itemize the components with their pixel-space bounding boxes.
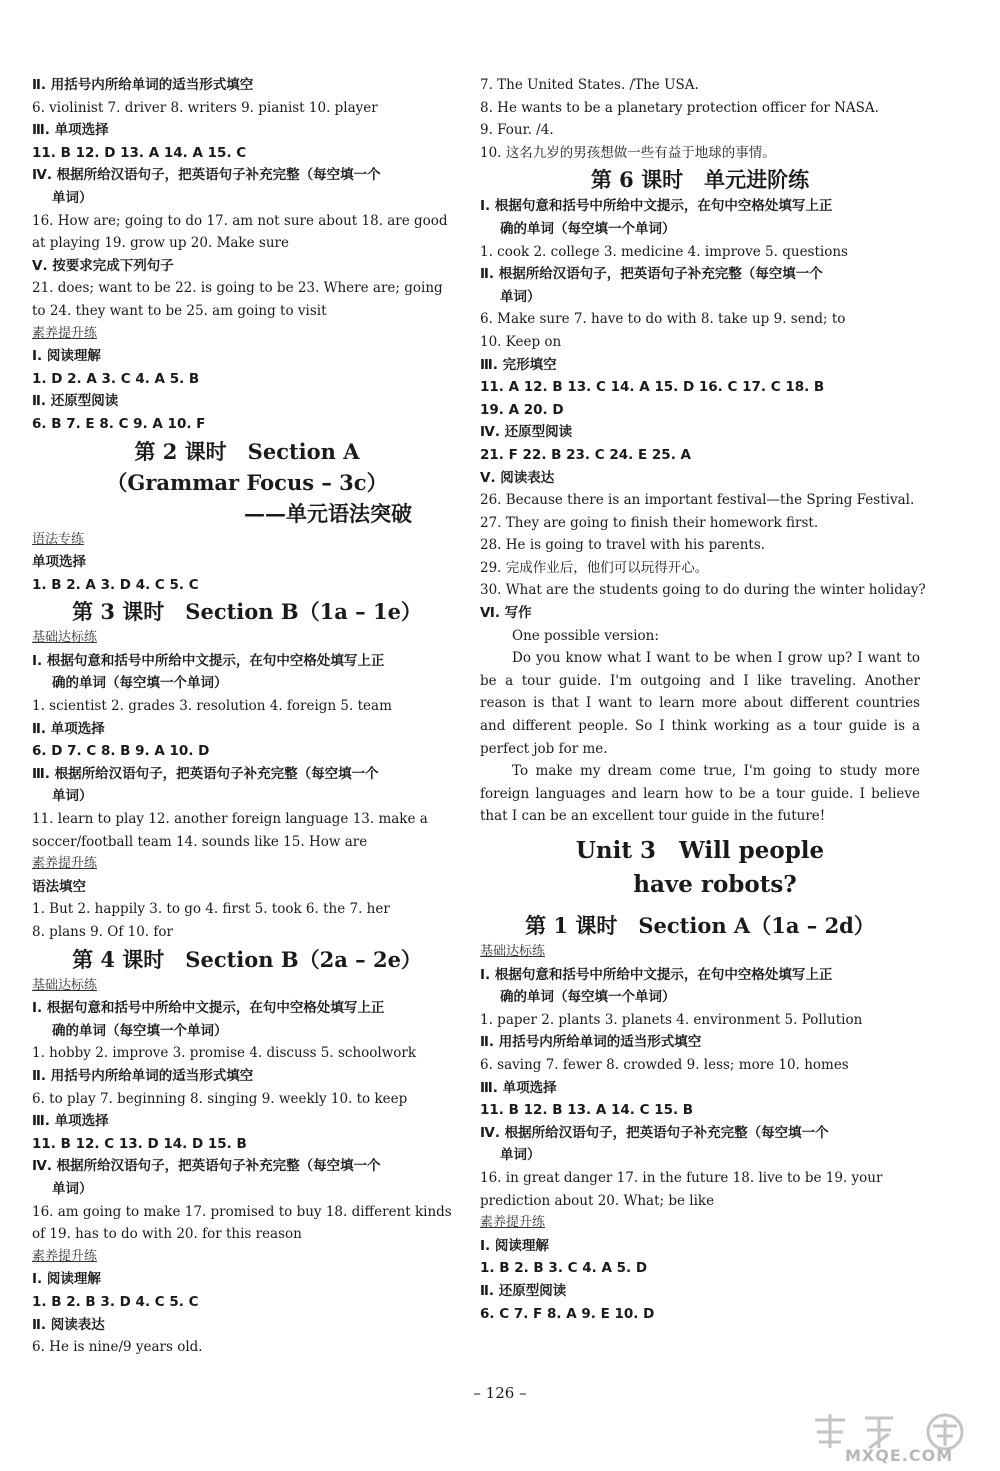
heading-3: Ⅲ. 单项选择: [32, 1113, 109, 1130]
heading-3-cont: 单词）: [52, 788, 93, 805]
heading-1: Ⅰ. 阅读理解: [32, 348, 101, 365]
answers: 1. D 2. A 3. C 4. A 5. B: [32, 370, 200, 387]
answers: 21. F 22. B 23. C 24. E 25. A: [480, 446, 691, 463]
answers: 6. to play 7. beginning 8. singing 9. weekly 10. to keep: [32, 1090, 408, 1107]
right-column: [480, 74, 926, 1325]
answers: of 19. has to do with 20. for this reason: [32, 1226, 302, 1243]
answers: 11. B 12. D 13. A 14. A 15. C: [32, 144, 247, 161]
heading-4-cont: 单词）: [52, 189, 93, 206]
answers: 6. D 7. C 8. B 9. A 10. D: [32, 743, 210, 760]
heading-3: Ⅲ. 完形填空: [480, 356, 557, 373]
answers: 29. 完成作业后，他们可以玩得开心。: [480, 559, 709, 576]
answers: 11. learn to play 12. another foreign language 13. make a: [32, 811, 428, 828]
answers: 1. B 2. B 3. C 4. A 5. D: [480, 1260, 648, 1277]
heading: 语法填空: [32, 878, 86, 895]
heading-2: Ⅱ. 用括号内所给单词的适当形式填空: [480, 1034, 702, 1051]
heading-1-cont: 确的单词（每空填一个单词）: [52, 1022, 228, 1039]
heading-1-cont: 确的单词（每空填一个单词）: [500, 989, 676, 1006]
answers: 1. scientist 2. grades 3. resolution 4. foreign 5. team: [32, 698, 392, 715]
answers: 6. Make sure 7. have to do with 8. take up 9. send; to: [480, 311, 846, 328]
lesson-subtitle: ——单元语法突破: [244, 500, 412, 526]
watermark: [805, 1412, 995, 1468]
heading-3: Ⅲ. 根据所给汉语句子，把英语句子补充完整（每空填一个: [32, 765, 379, 782]
watermark-text: MXQE.COM: [845, 1446, 954, 1465]
answers: 7. The United States. /The USA.: [480, 77, 699, 93]
heading-2: Ⅱ. 用括号内所给单词的适当形式填空: [32, 77, 254, 93]
answers: 28. He is going to travel with his parents.: [480, 537, 766, 554]
answers: 10. Keep on: [480, 333, 562, 350]
lesson-title: 第 4 课时 Section B（2a – 2e）: [72, 946, 422, 972]
answers: 6. saving 7. fewer 8. crowded 9. less; more 10. homes: [480, 1056, 849, 1073]
lesson-title: 第 6 课时 单元进阶练: [590, 167, 810, 193]
heading-2: Ⅱ. 还原型阅读: [480, 1282, 567, 1299]
answers: to 24. they want to be 25. am going to visit: [32, 302, 327, 319]
answers: 1. cook 2. college 3. medicine 4. improve 5. questions: [480, 243, 848, 260]
heading-3: Ⅲ. 单项选择: [32, 122, 109, 139]
answers: 6. violinist 7. driver 8. writers 9. pianist 10. player: [32, 99, 378, 116]
left-column: [32, 74, 462, 1359]
section-label: 素养提升练: [32, 1248, 98, 1264]
essay-paragraph: Do you know what I want to be when I grow up? I want to be a tour guide. I'm outgoing and I like traveling. Another reason is that I want to learn more about different countries and different people. So I think working as a tour guide is a perfect job for me.: [480, 650, 920, 757]
answers: 8. He wants to be a planetary protection officer for NASA.: [480, 99, 879, 116]
section-label: 基础达标练: [32, 630, 98, 646]
unit-title: have robots?: [633, 871, 797, 898]
answers: 16. am going to make 17. promised to buy 18. different kinds: [32, 1203, 452, 1220]
heading-2: Ⅱ. 单项选择: [32, 720, 105, 737]
answers: prediction about 20. What; be like: [480, 1192, 715, 1209]
heading-1: Ⅰ. 阅读理解: [32, 1271, 101, 1288]
page-number: – 126 –: [473, 1384, 527, 1402]
heading-5: Ⅴ. 阅读表达: [480, 469, 555, 486]
heading-1: Ⅰ. 根据句意和括号中所给中文提示，在句中空格处填写上正: [480, 198, 833, 215]
section-label: 基础达标练: [32, 977, 98, 993]
answers: 6. He is nine/9 years old.: [32, 1339, 203, 1356]
answers: 8. plans 9. Of 10. for: [32, 924, 173, 940]
answers: 6. C 7. F 8. A 9. E 10. D: [480, 1305, 655, 1322]
section-label: 语法专练: [32, 531, 85, 547]
essay-paragraph: To make my dream come true, I'm going to study more foreign languages and learn how to be a tour guide. I believe that I can be an excellent tour guide in the future!: [480, 763, 920, 825]
heading-2: Ⅱ. 还原型阅读: [32, 393, 119, 410]
lesson-subtitle: （Grammar Focus – 3c）: [106, 469, 388, 495]
lesson-title: 第 2 课时 Section A: [134, 438, 360, 464]
answers: 21. does; want to be 22. is going to be 23. Where are; going: [32, 280, 443, 297]
answers: 19. A 20. D: [480, 401, 564, 418]
answers: 1. hobby 2. improve 3. promise 4. discuss 5. schoolwork: [32, 1045, 417, 1062]
heading-4: Ⅳ. 根据所给汉语句子，把英语句子补充完整（每空填一个: [32, 167, 381, 184]
heading-2: Ⅱ. 根据所给汉语句子，把英语句子补充完整（每空填一个: [480, 266, 823, 283]
heading-1-cont: 确的单词（每空填一个单词）: [500, 220, 676, 237]
heading-1-cont: 确的单词（每空填一个单词）: [52, 675, 228, 692]
answers: 11. B 12. B 13. A 14. C 15. B: [480, 1102, 694, 1119]
answers: 16. How are; going to do 17. am not sure about 18. are good: [32, 212, 448, 229]
heading-2-cont: 单词）: [500, 288, 541, 305]
section-label: 素养提升练: [480, 1215, 546, 1231]
answers: soccer/football team 14. sounds like 15. How are: [32, 833, 368, 850]
answers: 6. B 7. E 8. C 9. A 10. F: [32, 415, 206, 432]
answers: 11. A 12. B 13. C 14. A 15. D 16. C 17. C 18. B: [480, 379, 825, 396]
heading-1: Ⅰ. 阅读理解: [480, 1237, 549, 1254]
answers: 27. They are going to finish their homework first.: [480, 514, 819, 531]
heading-1: Ⅰ. 根据句意和括号中所给中文提示，在句中空格处填写上正: [32, 652, 385, 669]
answers: 10. 这名九岁的男孩想做一些有益于地球的事情。: [480, 144, 776, 161]
heading-4-cont: 单词）: [52, 1180, 93, 1197]
answers: 16. in great danger 17. in the future 18. live to be 19. your: [480, 1169, 883, 1186]
heading-5: Ⅴ. 按要求完成下列句子: [32, 257, 174, 274]
answers: at playing 19. grow up 20. Make sure: [32, 235, 289, 252]
answers: 30. What are the students going to do during the winter holiday?: [480, 582, 926, 599]
heading-4: Ⅳ. 根据所给汉语句子，把英语句子补充完整（每空填一个: [480, 1124, 829, 1141]
lesson-title: 第 1 课时 Section A（1a – 2d）: [525, 913, 875, 938]
answers: 11. B 12. C 13. D 14. D 15. B: [32, 1135, 247, 1152]
heading: 单项选择: [32, 554, 86, 571]
heading-4: Ⅳ. 根据所给汉语句子，把英语句子补充完整（每空填一个: [32, 1158, 381, 1175]
answers: 9. Four. /4.: [480, 122, 554, 139]
heading-4: Ⅳ. 还原型阅读: [480, 424, 573, 441]
lesson-title: 第 3 课时 Section B（1a – 1e）: [72, 599, 422, 625]
essay-intro: One possible version:: [512, 627, 659, 644]
answers: 1. paper 2. plants 3. planets 4. environment 5. Pollution: [480, 1011, 863, 1028]
section-label: 素养提升练: [32, 325, 98, 341]
unit-title: Unit 3 Will people: [575, 837, 825, 864]
heading-1: Ⅰ. 根据句意和括号中所给中文提示，在句中空格处填写上正: [480, 966, 833, 983]
section-label: 素养提升练: [32, 856, 98, 872]
answers: 1. B 2. A 3. D 4. C 5. C: [32, 576, 199, 593]
answers: 1. B 2. B 3. D 4. C 5. C: [32, 1293, 199, 1310]
answers: 1. But 2. happily 3. to go 4. first 5. took 6. the 7. her: [32, 901, 390, 918]
heading-2: Ⅱ. 阅读表达: [32, 1316, 105, 1333]
heading-3: Ⅲ. 单项选择: [480, 1079, 557, 1096]
answers: 26. Because there is an important festival—the Spring Festival.: [480, 492, 915, 509]
heading-2: Ⅱ. 用括号内所给单词的适当形式填空: [32, 1067, 254, 1084]
heading-4-cont: 单词）: [500, 1147, 541, 1164]
heading-6: Ⅵ. 写作: [480, 605, 532, 622]
section-label: 基础达标练: [480, 944, 546, 959]
heading-1: Ⅰ. 根据句意和括号中所给中文提示，在句中空格处填写上正: [32, 1000, 385, 1017]
